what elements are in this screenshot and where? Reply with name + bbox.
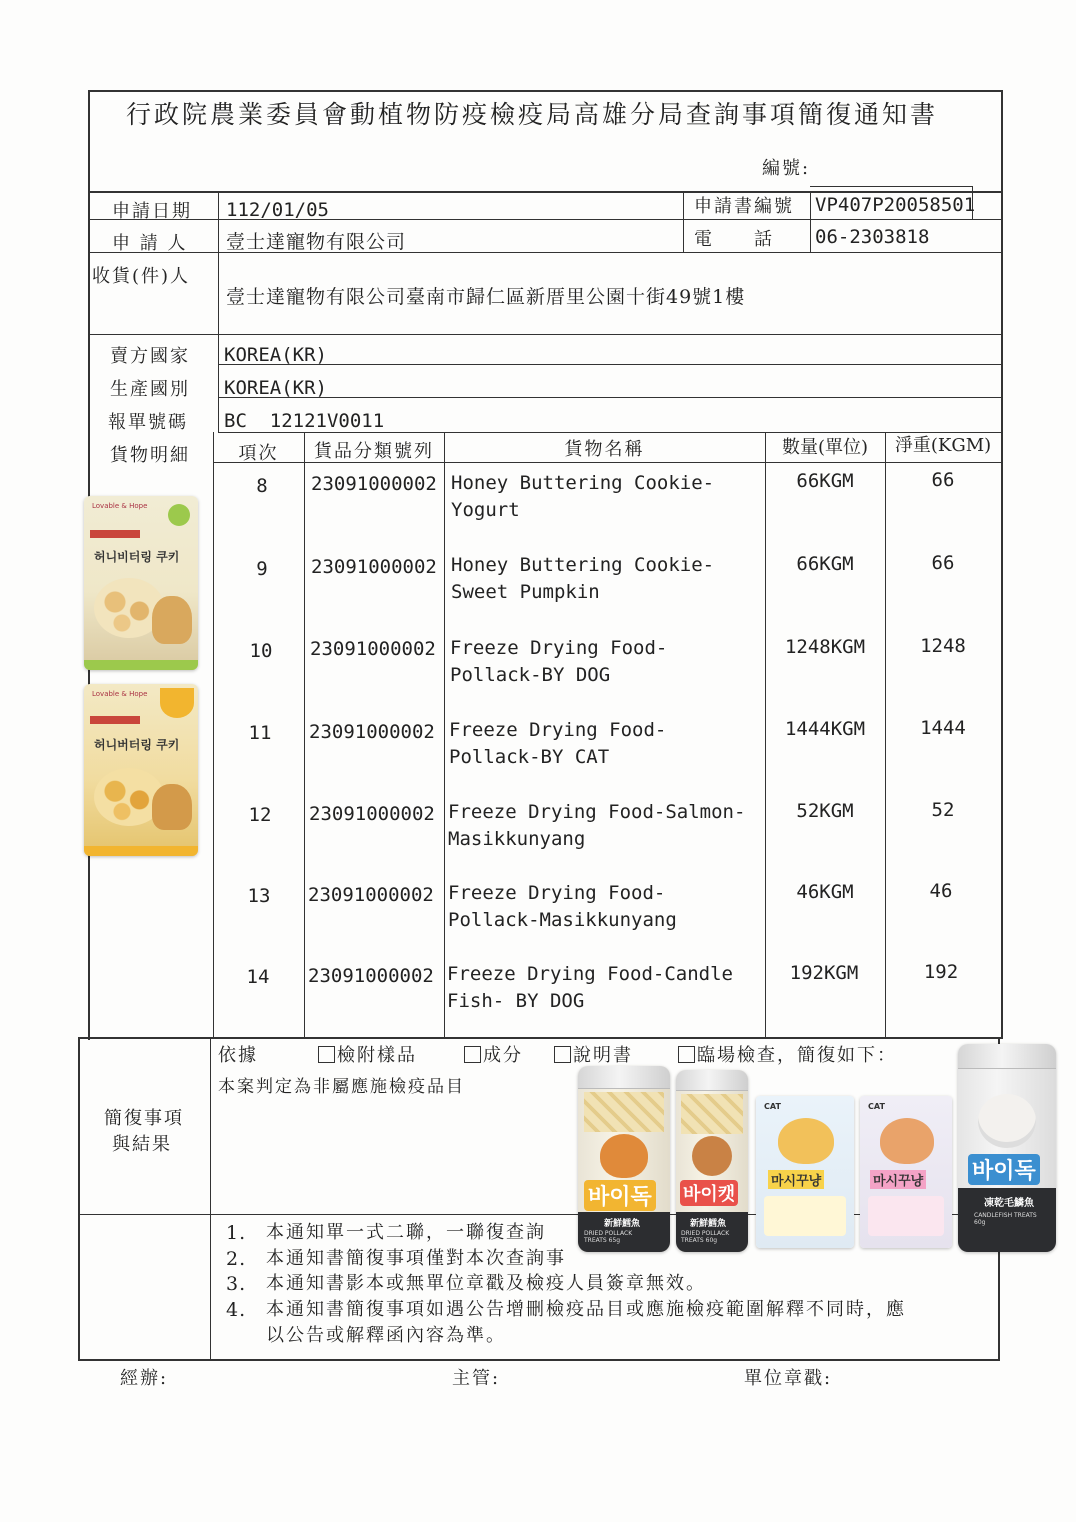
goods-code: 23091000002 bbox=[308, 884, 434, 906]
form-no-value: VP407P20058501 bbox=[815, 194, 976, 216]
dog-image-icon bbox=[152, 596, 192, 644]
goods-code: 23091000002 bbox=[309, 803, 435, 825]
goods-name: Honey Buttering Cookie-Sweet Pumpkin bbox=[451, 554, 715, 603]
document-title: 行政院農業委員會動植物防疫檢疫局高雄分局查詢事項簡復通知書 bbox=[126, 100, 939, 129]
pouch-cat-salmon-photo bbox=[756, 1096, 854, 1248]
dog-image-icon bbox=[152, 784, 192, 830]
seller-country-value: KOREA(KR) bbox=[224, 344, 327, 366]
origin-country-label: 生產國別 bbox=[110, 379, 190, 400]
rule-goods-bottom bbox=[78, 1037, 1003, 1039]
cat-face-icon bbox=[880, 1118, 934, 1164]
goods-item: 14 bbox=[246, 966, 270, 988]
cat-face-icon bbox=[692, 1136, 732, 1176]
rule-row-origin bbox=[218, 397, 1003, 398]
reply-result: 本案判定為非屬應施檢疫品目 bbox=[218, 1077, 465, 1097]
jar-label-cn: 凍乾毛鱗魚 bbox=[984, 1198, 1034, 1209]
rule-mid-col-2 bbox=[810, 191, 811, 252]
declaration-no-label: 報單號碼 bbox=[108, 412, 188, 433]
reply-label-line2: 與結果 bbox=[112, 1134, 172, 1155]
checkbox-icon bbox=[318, 1046, 335, 1063]
pouch-brand: CAT bbox=[764, 1102, 781, 1111]
goods-weight: 46 bbox=[929, 880, 953, 902]
cookie-bag-yogurt-photo bbox=[84, 496, 198, 670]
jar-cat-pollack-photo bbox=[676, 1070, 748, 1252]
freeze-dried-cubes-icon bbox=[584, 1092, 664, 1132]
frame-top bbox=[88, 90, 1003, 92]
note-4-text-line2: 以公告或解釋函內容為準。 bbox=[266, 1325, 506, 1346]
jar-dog-candlefish-photo bbox=[958, 1044, 1056, 1252]
reply-suffix: ，簡復如下： bbox=[777, 1045, 897, 1066]
checkbox-label: 成分 bbox=[483, 1045, 523, 1066]
checkbox-icon bbox=[678, 1046, 695, 1063]
consignee-value: 壹士達寵物有限公司臺南市歸仁區新厝里公園十街49號1樓 bbox=[226, 286, 746, 308]
note-3-num: 3. bbox=[226, 1273, 247, 1295]
goods-qty: 192KGM bbox=[789, 962, 859, 984]
phone-label: 電 話 bbox=[694, 229, 774, 250]
goods-item: 8 bbox=[256, 475, 268, 497]
goods-item: 11 bbox=[248, 722, 272, 744]
applicant-label: 申 請 人 bbox=[112, 233, 188, 254]
checkbox-label: 臨場檢查 bbox=[697, 1045, 777, 1066]
pouch-label-band bbox=[868, 1196, 944, 1236]
supervisor-label: 主管: bbox=[452, 1368, 501, 1389]
goods-name: Freeze Drying Food-Candle Fish- BY DOG bbox=[447, 963, 733, 1012]
jar-label-en: DRIED POLLACK TREATS 60g bbox=[681, 1230, 730, 1244]
cat-face-icon bbox=[778, 1118, 834, 1164]
basis-label: 依據 bbox=[218, 1045, 258, 1066]
rule-form-no-top bbox=[810, 186, 972, 187]
cookie-title: 허니비터링 쿠키 bbox=[94, 550, 180, 564]
checkbox-icon bbox=[554, 1046, 571, 1063]
checkbox-manual[interactable] bbox=[554, 1045, 633, 1067]
brand-logo: Lovable & Hope bbox=[92, 502, 148, 510]
goods-name: Freeze Drying Food-Salmon-Masikkunyang bbox=[448, 801, 746, 850]
checkbox-onsite[interactable] bbox=[678, 1045, 897, 1067]
pouch-product-name: 마시꾸냥 bbox=[870, 1170, 926, 1189]
goods-header-weight: 淨重(KGM) bbox=[894, 435, 992, 456]
unit-stamp-label: 單位章戳: bbox=[744, 1368, 833, 1389]
checkbox-label: 檢附樣品 bbox=[337, 1045, 417, 1066]
goods-code: 23091000002 bbox=[309, 721, 435, 743]
freeze-dried-cubes-icon bbox=[681, 1094, 743, 1134]
declaration-no-value: BC 12121V0011 bbox=[224, 410, 385, 432]
checkbox-icon bbox=[464, 1046, 481, 1063]
goods-weight: 66 bbox=[931, 469, 955, 491]
rule-row-consignee bbox=[88, 334, 1003, 335]
goods-weight: 192 bbox=[923, 961, 959, 983]
goods-header-code: 貨品分類號列 bbox=[314, 441, 434, 462]
goods-header-qty: 數量(單位) bbox=[781, 437, 869, 458]
jar-label-cn: 新鮮鱈魚 bbox=[690, 1219, 727, 1229]
brand-logo: Lovable & Hope bbox=[92, 690, 148, 698]
rule-reply-col bbox=[210, 1037, 211, 1361]
jar-lid-icon bbox=[578, 1066, 670, 1089]
goods-name: Freeze Drying Food-Pollack-BY DOG bbox=[450, 637, 668, 686]
rule-row-seller bbox=[218, 364, 1003, 365]
note-4-text: 本通知書簡復事項如遇公告增刪檢疫品目或應施檢疫範圍解釋不同時，應 bbox=[266, 1299, 906, 1320]
note-4-num: 4. bbox=[226, 1299, 247, 1321]
goods-qty: 66KGM bbox=[796, 553, 854, 575]
rule-goods-col3 bbox=[444, 432, 445, 1038]
goods-qty: 66KGM bbox=[796, 470, 854, 492]
goods-qty: 46KGM bbox=[796, 881, 854, 903]
jar-product-name: 바이독 bbox=[968, 1154, 1040, 1185]
apply-date-label: 申請日期 bbox=[112, 201, 192, 222]
rule-title-bottom bbox=[88, 191, 1003, 193]
apply-date-value: 112/01/05 bbox=[226, 199, 329, 221]
frame-right bbox=[1001, 90, 1003, 1038]
note-1-num: 1. bbox=[226, 1222, 247, 1244]
goods-qty: 52KGM bbox=[796, 800, 854, 822]
checkbox-ingredients[interactable] bbox=[464, 1045, 523, 1067]
rule-mid-col bbox=[683, 191, 684, 252]
pouch-brand: CAT bbox=[868, 1102, 885, 1111]
note-1-text: 本通知單一式二聯，一聯復查詢 bbox=[266, 1222, 546, 1243]
jar-label-en: DRIED POLLACK TREATS 65g bbox=[584, 1230, 633, 1244]
yellow-stripe-icon bbox=[84, 846, 198, 856]
jar-product-name: 바이캣 bbox=[680, 1180, 738, 1206]
applicant-value: 壹士達寵物有限公司 bbox=[226, 231, 407, 253]
goods-weight: 52 bbox=[931, 799, 955, 821]
consignee-label: 收貨(件)人 bbox=[92, 266, 191, 287]
dog-face-icon bbox=[978, 1094, 1036, 1148]
serial-number-label: 編號: bbox=[762, 158, 811, 179]
pouch-label-band bbox=[764, 1196, 846, 1236]
frame-bottom bbox=[78, 1359, 1000, 1361]
seller-country-label: 賣方國家 bbox=[110, 346, 190, 367]
goods-code: 23091000002 bbox=[311, 473, 437, 495]
goods-code: 23091000002 bbox=[308, 965, 434, 987]
checkbox-samples[interactable] bbox=[318, 1045, 417, 1067]
cookie-title: 허니버터링 쿠키 bbox=[94, 738, 180, 752]
goods-qty: 1248KGM bbox=[784, 636, 866, 658]
goods-header-name: 貨物名稱 bbox=[564, 439, 645, 460]
reply-label-line1: 簡復事項 bbox=[104, 1108, 184, 1129]
form-no-label: 申請書編號 bbox=[694, 196, 794, 217]
green-stripe-icon bbox=[84, 660, 198, 670]
jar-lid-icon bbox=[676, 1070, 748, 1091]
dog-face-icon bbox=[600, 1134, 648, 1178]
pouch-product-name: 마시꾸냥 bbox=[768, 1170, 824, 1189]
note-2-text: 本通知書簡復事項僅對本次查詢事 bbox=[266, 1248, 566, 1269]
checkbox-label: 說明書 bbox=[573, 1045, 633, 1066]
jar-label-en: CANDLEFISH TREATS 60g bbox=[974, 1212, 1037, 1226]
origin-country-value: KOREA(KR) bbox=[224, 377, 327, 399]
honey-drip-icon bbox=[160, 688, 194, 718]
jar-lid-icon bbox=[958, 1044, 1056, 1069]
handler-label: 經辦: bbox=[120, 1368, 169, 1389]
cookie-bag-pumpkin-photo bbox=[84, 684, 198, 856]
jar-label-cn: 新鮮鱈魚 bbox=[604, 1219, 641, 1229]
pouch-cat-pollack-photo bbox=[860, 1096, 952, 1248]
red-banner-icon bbox=[90, 716, 140, 724]
goods-item: 9 bbox=[256, 558, 268, 580]
red-banner-icon bbox=[90, 530, 140, 538]
jar-dog-pollack-photo bbox=[578, 1066, 670, 1252]
goods-header-item: 項次 bbox=[238, 443, 279, 464]
rule-label-col bbox=[218, 191, 219, 432]
goods-name: Freeze Drying Food-Pollack-Masikkunyang bbox=[448, 882, 677, 931]
goods-item: 12 bbox=[248, 804, 272, 826]
goods-weight: 1444 bbox=[920, 717, 966, 739]
goods-detail-label: 貨物明細 bbox=[110, 445, 190, 466]
goods-code: 23091000002 bbox=[310, 638, 436, 660]
goods-item: 13 bbox=[247, 885, 271, 907]
phone-value: 06-2303818 bbox=[815, 226, 930, 248]
goods-name: Freeze Drying Food-Pollack-BY CAT bbox=[449, 719, 667, 768]
goods-name: Honey Buttering Cookie-Yogurt bbox=[451, 472, 715, 521]
green-badge-icon bbox=[168, 504, 190, 526]
goods-code: 23091000002 bbox=[311, 556, 437, 578]
note-2-num: 2. bbox=[226, 1248, 247, 1270]
goods-weight: 66 bbox=[931, 552, 955, 574]
goods-qty: 1444KGM bbox=[784, 718, 866, 740]
goods-item: 10 bbox=[249, 640, 273, 662]
jar-product-name: 바이독 bbox=[584, 1180, 656, 1211]
frame-left-lower bbox=[78, 1037, 80, 1361]
note-3-text: 本通知書影本或無單位章戳及檢疫人員簽章無效。 bbox=[266, 1273, 706, 1294]
goods-weight: 1248 bbox=[920, 635, 966, 657]
